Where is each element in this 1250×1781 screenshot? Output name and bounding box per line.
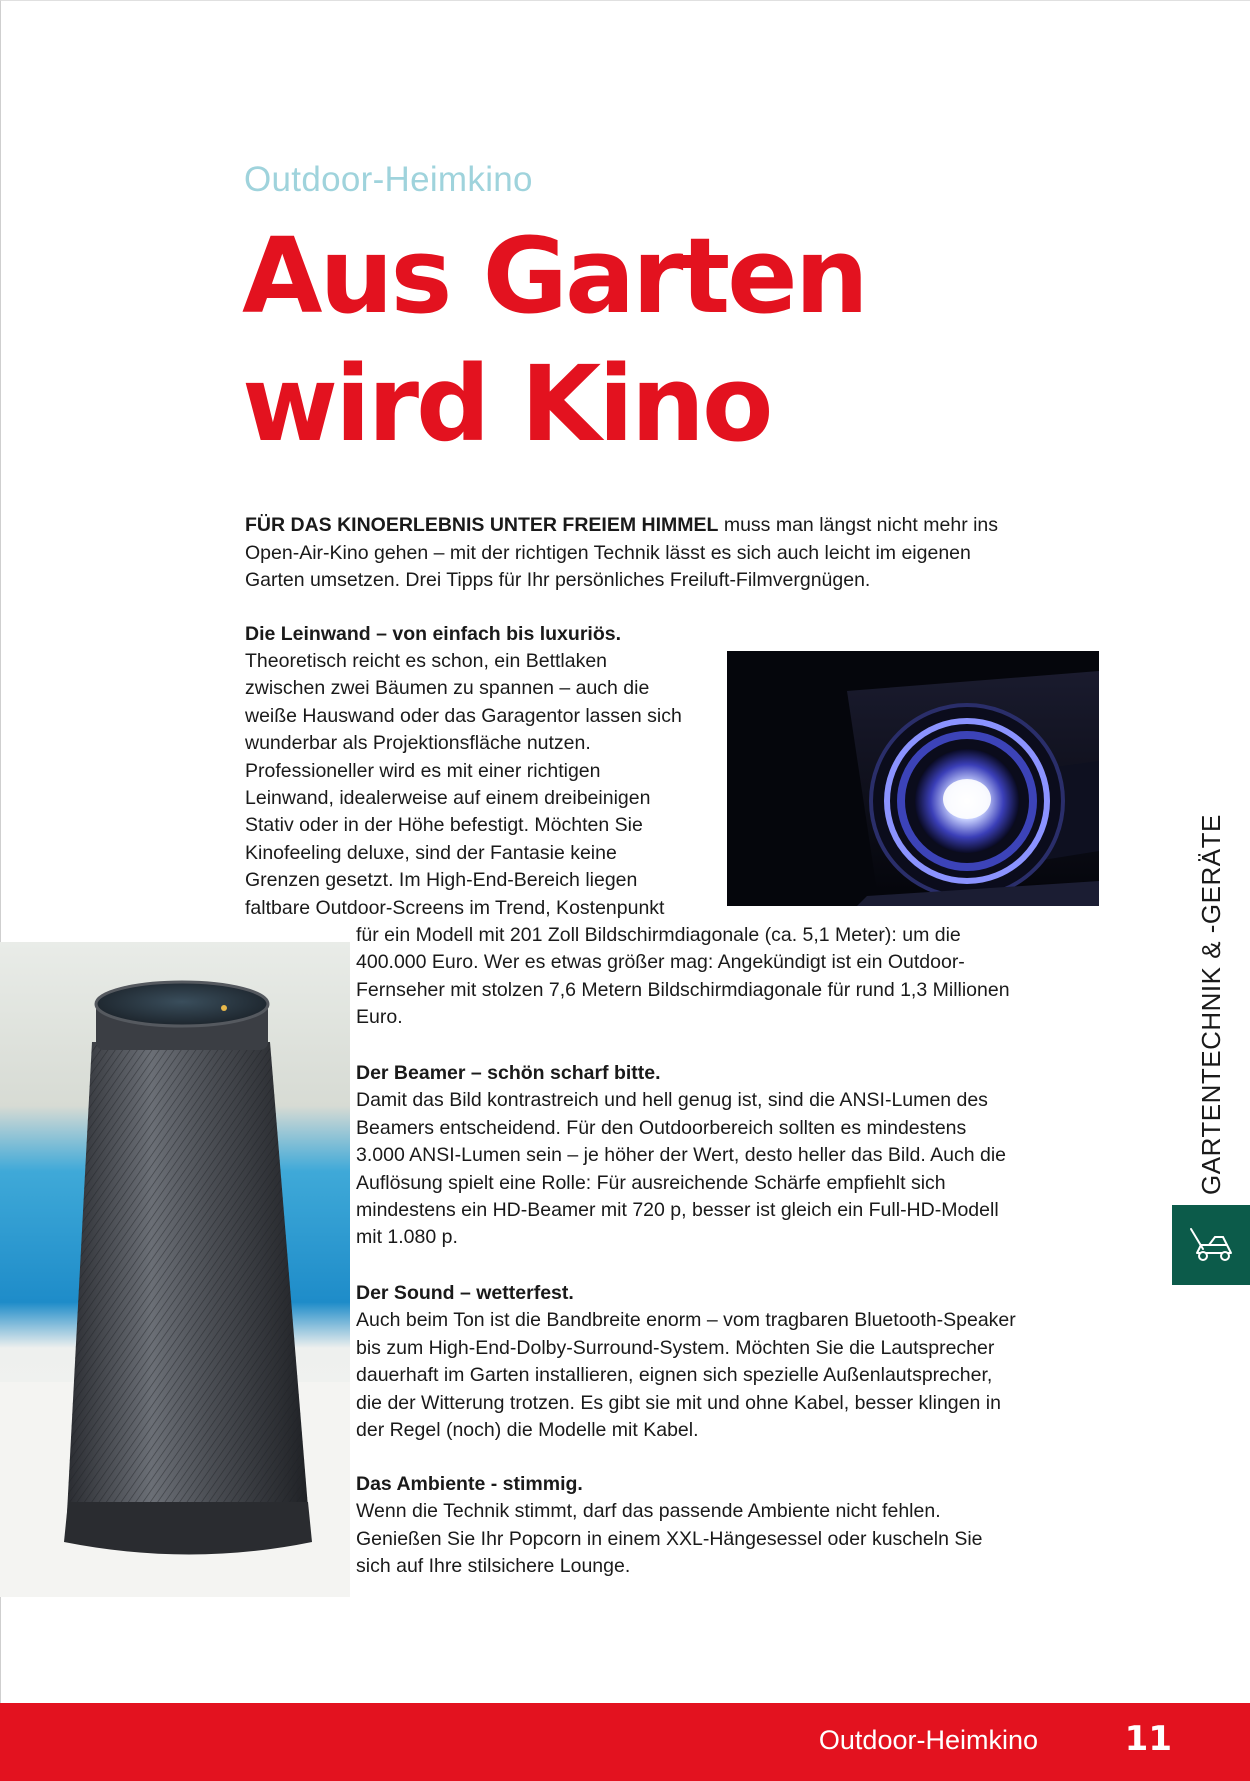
- section-heading: Die Leinwand – von einfach bis luxuriös.: [245, 623, 621, 645]
- section-body: Auch beim Ton ist die Bandbreite enorm – vom tragbaren Bluetooth-Speaker bis zum High-End-Dolby-Surround-System. Möchten Sie die Lautsprecher dauerhaft im Garten installieren, eignen sich spezielle Außenlautsprecher, die der Witterung trotzen. Es gibt sie mit und ohne Kabel, besser klingen in der Regel (noch) die Modelle mit Kabel.: [356, 1309, 1016, 1442]
- speaker-photo: [0, 942, 350, 1597]
- article-headline: [242, 212, 866, 468]
- headline-line-2: wird Kino: [242, 343, 771, 465]
- section-ambiente: [356, 1471, 1016, 1581]
- article-kicker: Outdoor-Heimkino: [244, 160, 533, 199]
- section-heading: Der Sound – wetterfest.: [356, 1282, 574, 1304]
- section-heading: Der Beamer – schön scharf bitte.: [356, 1062, 661, 1084]
- lead-bold: FÜR DAS KINOERLEBNIS UNTER FREIEM HIMMEL: [245, 514, 719, 536]
- speaker-illustration: [0, 942, 350, 1597]
- projector-illustration: [727, 651, 1099, 906]
- headline-line-1: Aus Garten: [242, 215, 866, 337]
- footer-bar: [0, 1703, 1250, 1781]
- section-beamer: [356, 1060, 1016, 1252]
- section-leinwand: [245, 621, 1115, 648]
- article-lead: [245, 512, 1025, 595]
- lead-text: muss man längst nicht mehr ins Open-Air-Kino gehen – mit der richtigen Technik lässt es sich auch leicht im eigenen Garten umsetzen. Drei Tipps für Ihr persönliches Freiluft-Filmvergnügen.: [245, 514, 999, 591]
- section-body: Damit das Bild kontrastreich und hell genug ist, sind die ANSI-Lumen des Beamers entscheidend. Für den Outdoorbereich sollten es mindestens 3.000 ANSI-Lumen sein – je höher der Wert, desto heller das Bild. Auch die Auflösung spielt eine Rolle: Für ausreichende Schärfe empfiehlt sich mindestens ein HD-Beamer mit 720 p, besser ist gleich ein Full-HD-Modell mit 1.080 p.: [356, 1089, 1007, 1249]
- category-label: GARTENTECHNIK & -GERÄTE: [1196, 814, 1226, 1195]
- category-tab[interactable]: [1172, 1205, 1250, 1285]
- section-sound: [356, 1280, 1016, 1444]
- section-heading: Das Ambiente - stimmig.: [356, 1473, 583, 1495]
- projector-photo: [727, 651, 1099, 906]
- lawnmower-icon: [1189, 1227, 1233, 1263]
- section-leinwand-body-1: Theoretisch reicht es schon, ein Bettlaken zwischen zwei Bäumen zu spannen – auch die weiße Hauswand oder das Garagentor lassen sich wunderbar als Projektionsfläche nutzen. Professioneller wird es mit einer richtigen Leinwand, idealerweise auf einem dreibeinigen Stativ oder in der Höhe befestigt. Möchten Sie Kinofeeling deluxe, sind der Fantasie keine Grenzen gesetzt. Im High-End-Bereich liegen faltbare Outdoor-Screens im Trend, Kostenpunkt: [245, 650, 682, 919]
- section-body: Wenn die Technik stimmt, darf das passende Ambiente nicht fehlen. Genießen Sie Ihr Popcorn in einem XXL-Hängesessel oder kuscheln Sie sich auf Ihre stilsichere Lounge.: [356, 1500, 983, 1578]
- footer-title: Outdoor-Heimkino: [818, 1725, 1038, 1755]
- page-number: 11: [1124, 1719, 1172, 1759]
- section-leinwand-body-2: für ein Modell mit 201 Zoll Bildschirmdiagonale (ca. 5,1 Meter): um die 400.000 Euro. Wer es etwas größer mag: Angekündigt ist ein Outdoor-Fernseher mit stolzen 7,6 Metern Bildschirmdiagonale für rund 1,3 Millionen Euro.: [356, 924, 1010, 1029]
